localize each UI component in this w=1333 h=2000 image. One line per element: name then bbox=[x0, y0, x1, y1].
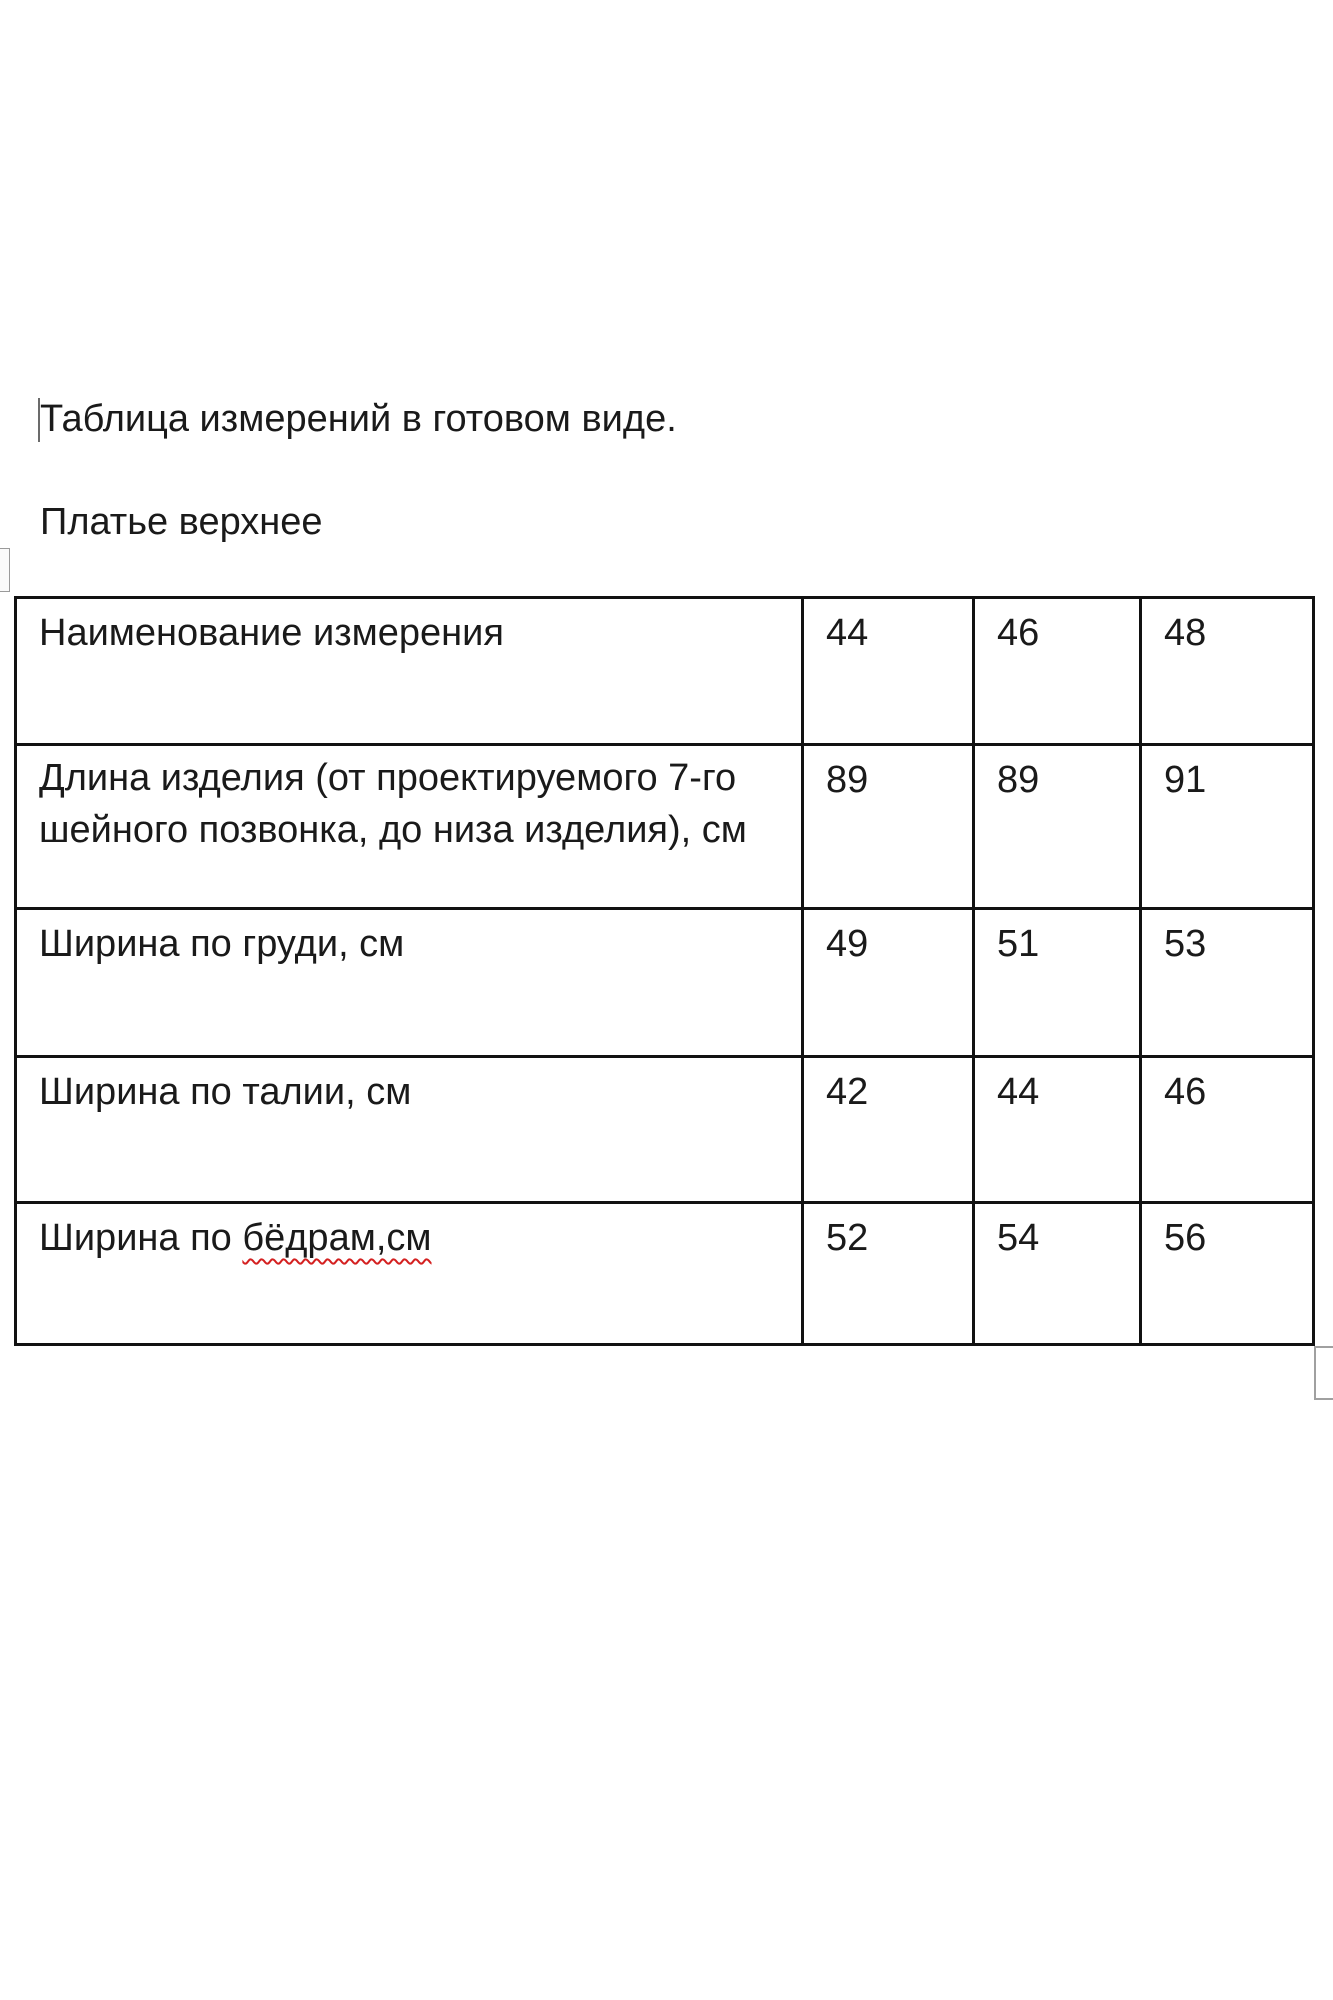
measurement-name-cell[interactable] bbox=[16, 1203, 803, 1345]
value-cell[interactable]: 49 bbox=[803, 909, 974, 1057]
value-cell[interactable]: 42 bbox=[803, 1057, 974, 1203]
value-cell[interactable]: 51 bbox=[974, 909, 1141, 1057]
value-cell[interactable]: 89 bbox=[974, 745, 1141, 909]
value-cell[interactable]: 53 bbox=[1141, 909, 1314, 1057]
measurement-name-cell[interactable]: Длина изделия (от проектируемого 7-го шейного позвонка, до низа изделия), см bbox=[16, 745, 803, 909]
spelling-error-text: бёдрам,см bbox=[242, 1217, 432, 1259]
value-cell[interactable]: 46 bbox=[1141, 1057, 1314, 1203]
header-size-cell[interactable]: 46 bbox=[974, 598, 1141, 745]
value-cell[interactable]: 91 bbox=[1141, 745, 1314, 909]
measurement-name-cell[interactable]: Ширина по груди, см bbox=[16, 909, 803, 1057]
header-size-cell[interactable]: 48 bbox=[1141, 598, 1314, 745]
table-row bbox=[16, 909, 1314, 1057]
table-header-row bbox=[16, 598, 1314, 745]
table-resize-handle-icon[interactable] bbox=[1314, 1346, 1333, 1400]
table-row bbox=[16, 1057, 1314, 1203]
value-cell[interactable]: 56 bbox=[1141, 1203, 1314, 1345]
header-size-cell[interactable]: 44 bbox=[803, 598, 974, 745]
table-row bbox=[16, 1203, 1314, 1345]
document-subtitle: Платье верхнее bbox=[40, 501, 323, 543]
measurement-name-text: Ширина по bbox=[39, 1217, 243, 1259]
table-move-handle-icon[interactable] bbox=[0, 548, 10, 592]
value-cell[interactable]: 89 bbox=[803, 745, 974, 909]
measurements-table bbox=[14, 596, 1315, 1346]
table-row bbox=[16, 745, 1314, 909]
value-cell[interactable]: 54 bbox=[974, 1203, 1141, 1345]
document-title: Таблица измерений в готовом виде. bbox=[40, 398, 677, 440]
value-cell[interactable]: 52 bbox=[803, 1203, 974, 1345]
value-cell[interactable]: 44 bbox=[974, 1057, 1141, 1203]
header-name-cell[interactable]: Наименование измерения bbox=[16, 598, 803, 745]
measurement-name-cell[interactable]: Ширина по талии, см bbox=[16, 1057, 803, 1203]
